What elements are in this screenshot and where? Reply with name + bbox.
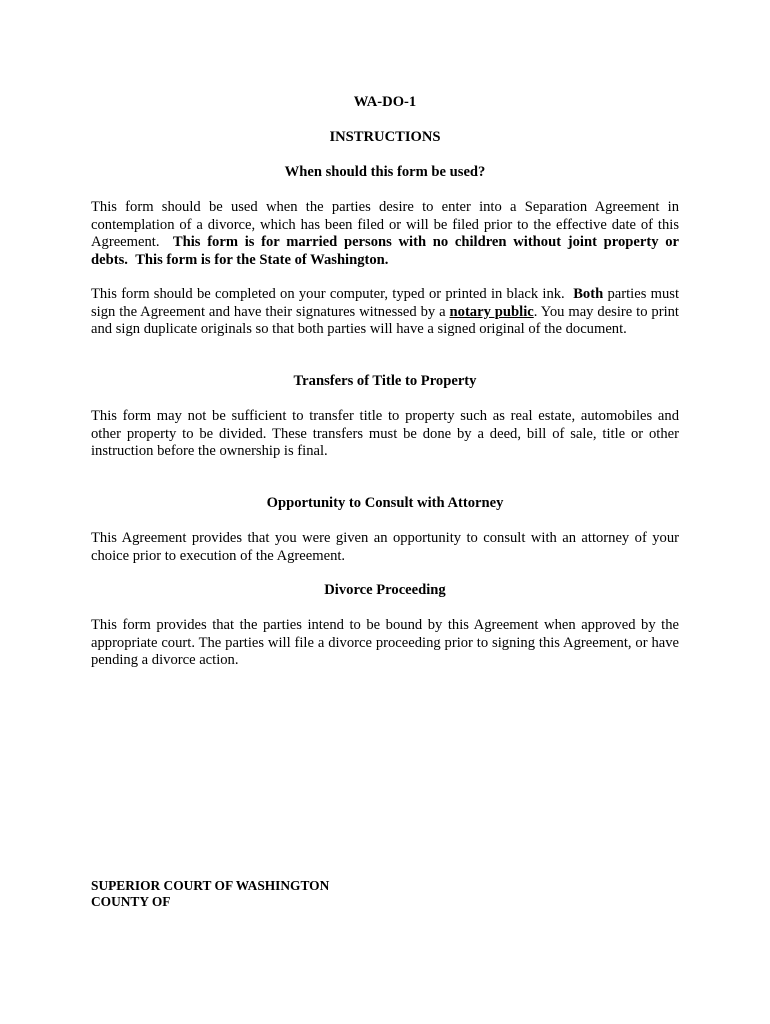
divorce-heading: Divorce Proceeding — [324, 582, 446, 598]
divorce-paragraph: This form provides that the parties intend to be bound by this Agreement when approved by the appropriate court. The parties will file a divorce proceeding prior to signing this Agreement, or have pending a divorce action. — [91, 617, 679, 669]
state-notice: This form is for the State of Washington. — [135, 251, 389, 268]
form-id: WA-DO-1 — [353, 94, 417, 110]
county-label: COUNTY OF — [91, 894, 171, 909]
transfers-paragraph: This form may not be sufficient to transfer title to property such as real estate, automobiles and other property to be divided. These transfers must be done by a deed, bill of sale, title or other instruction before the ownership is final. — [91, 408, 679, 460]
notary-public-link[interactable]: notary public — [449, 303, 534, 320]
when-used-text: This form should be used when the parties desire to enter into a Separation Agreement in contemplation of a divorce, which has been filed or will be filed prior to the effective date of this Agreement. — [91, 199, 679, 251]
transfers-heading: Transfers of Title to Property — [293, 373, 477, 389]
completion-text-3: . You may desire to print and sign duplicate originals so that both parties will have a signed original of the document. — [91, 303, 679, 338]
completion-text-2: parties must sign the Agreement and have their signatures witnessed by a — [91, 286, 679, 320]
instructions-heading: INSTRUCTIONS — [329, 129, 441, 145]
both-emphasis: Both — [573, 286, 604, 302]
completion-paragraph — [91, 286, 679, 339]
married-no-children-notice: This form is for married persons with no children without joint property or debts. — [91, 234, 680, 268]
court-name: SUPERIOR COURT OF WASHINGTON — [91, 878, 330, 893]
when-used-paragraph — [91, 199, 679, 269]
when-used-heading: When should this form be used? — [284, 164, 486, 180]
completion-text-1: This form should be completed on your computer, typed or printed in black ink. — [91, 286, 565, 302]
document-page — [91, 0, 679, 1024]
attorney-paragraph: This Agreement provides that you were given an opportunity to consult with an attorney of your choice prior to execution of the Agreement. — [91, 530, 679, 564]
attorney-heading: Opportunity to Consult with Attorney — [266, 495, 504, 511]
